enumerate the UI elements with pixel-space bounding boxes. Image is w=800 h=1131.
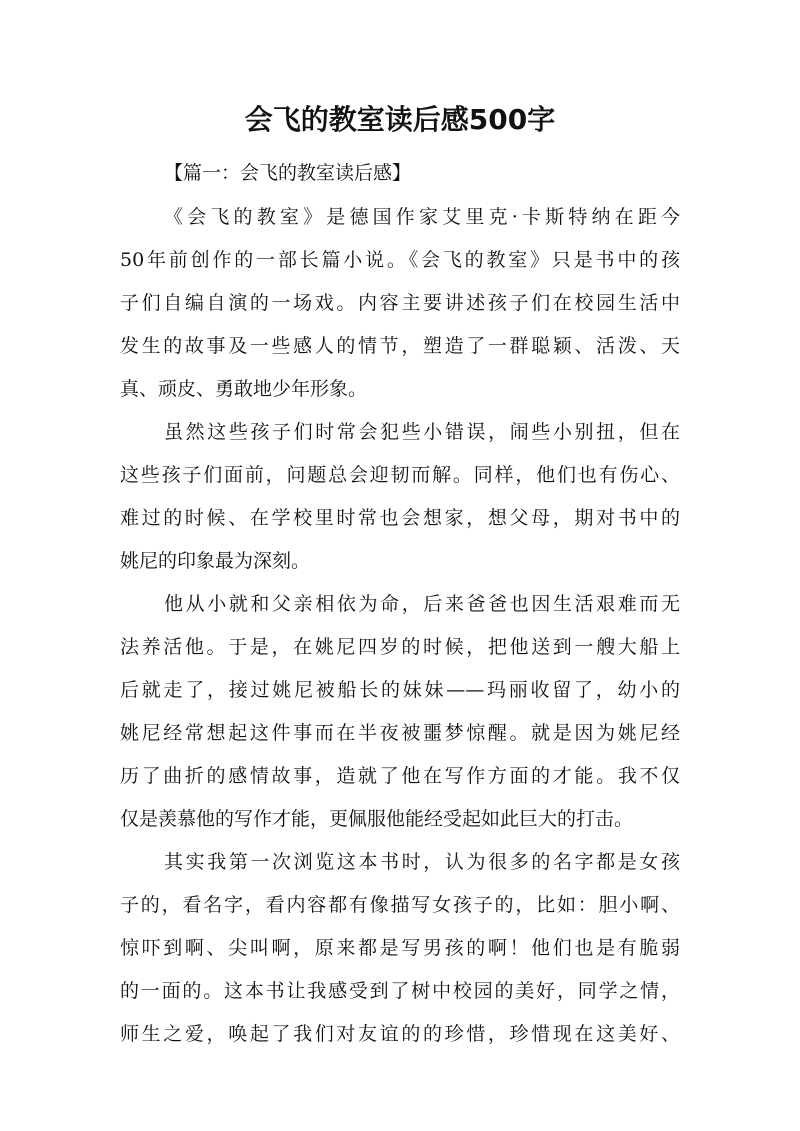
text-line: 姚尼经常想起这件事而在半夜被噩梦惊醒。就是因为姚尼经 xyxy=(120,722,680,744)
paragraph xyxy=(120,411,680,583)
paragraph xyxy=(120,841,680,1056)
text-line: 子的，看名字，看内容都有像描写女孩子的，比如：胆小啊、 xyxy=(120,894,680,916)
document-body xyxy=(120,196,680,1056)
text-line: 其实我第一次浏览这本书时，认为很多的名字都是女孩 xyxy=(164,851,680,873)
text-line: 难过的时候、在学校里时常也会想家，想父母，期对书中的 xyxy=(120,507,680,529)
section-heading: 【篇一：会飞的教室读后感】 xyxy=(164,162,412,184)
text-line: 《会飞的教室》是德国作家艾里克·卡斯特纳在距今 xyxy=(164,206,680,228)
text-line: 的一面的。这本书让我感受到了树中校园的美好，同学之情， xyxy=(120,980,680,1002)
text-line: 他从小就和父亲相依为命，后来爸爸也因生活艰难而无 xyxy=(164,593,680,615)
text-line: 历了曲折的感情故事，造就了他在写作方面的才能。我不仅 xyxy=(120,765,680,787)
paragraph xyxy=(120,196,680,411)
text-line: 虽然这些孩子们时常会犯些小错误，闹些小别扭，但在 xyxy=(164,421,680,443)
text-line: 惊吓到啊、尖叫啊，原来都是写男孩的啊！他们也是有脆弱 xyxy=(120,937,680,959)
paragraph xyxy=(120,583,680,841)
text-line: 发生的故事及一些感人的情节，塑造了一群聪颖、活泼、天 xyxy=(120,335,680,357)
text-line: 师生之爱，唤起了我们对友谊的的珍惜，珍惜现在这美好、 xyxy=(120,1023,680,1045)
text-line: 仅是羡慕他的写作才能，更佩服他能经受起如此巨大的打击。 xyxy=(120,808,634,830)
text-line: 后就走了，接过姚尼被船长的妹妹——玛丽收留了，幼小的 xyxy=(120,679,680,701)
text-line: 50年前创作的一部长篇小说。《会飞的教室》只是书中的孩 xyxy=(120,249,680,271)
text-line: 真、顽皮、勇敢地少年形象。 xyxy=(120,378,368,400)
text-line: 法养活他。于是，在姚尼四岁的时候，把他送到一艘大船上 xyxy=(120,636,680,658)
text-line: 这些孩子们面前，问题总会迎韧而解。同样，他们也有伤心、 xyxy=(120,464,680,486)
text-line: 子们自编自演的一场戏。内容主要讲述孩子们在校园生活中 xyxy=(120,292,680,314)
text-line: 姚尼的印象最为深刻。 xyxy=(120,550,311,572)
document-title: 会飞的教室读后感500字 xyxy=(244,103,556,136)
